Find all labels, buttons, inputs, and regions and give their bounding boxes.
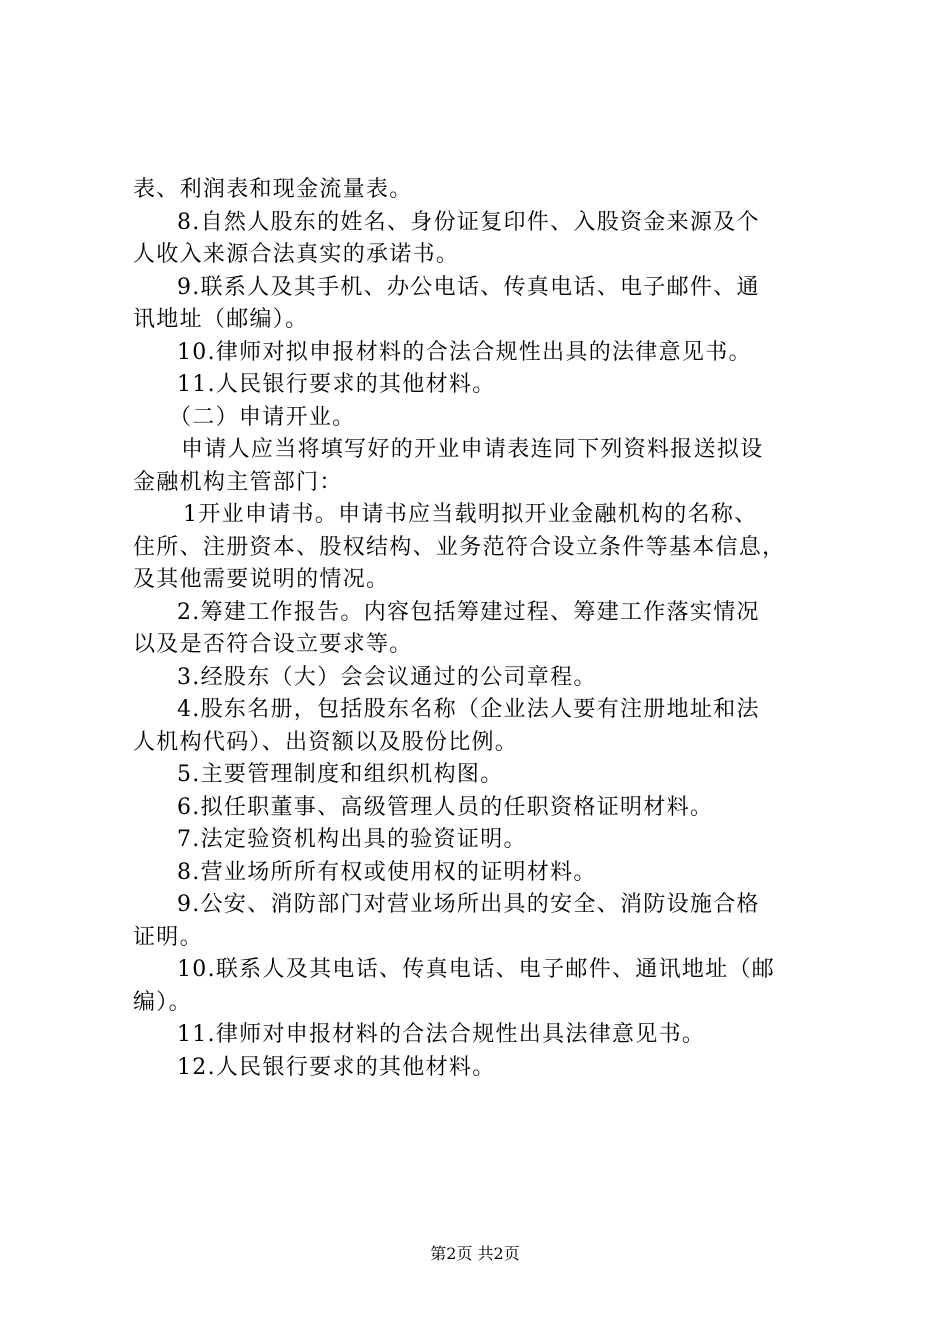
list-item: 2.筹建工作报告。内容包括筹建过程、筹建工作落实情况 — [177, 599, 760, 625]
text-line: 以及是否符合设立要求等。 — [133, 632, 413, 657]
list-item: 3.经股东（大）会会议通过的公司章程。 — [177, 664, 597, 690]
text-line: 住所、注册资本、股权结构、业务范符合设立条件等基本信息， — [133, 534, 786, 560]
text-line: 人收入来源合法真实的承诺书。 — [133, 242, 460, 267]
text-line: 表、利润表和现金流量表。 — [133, 177, 413, 202]
text-line: 编）。 — [133, 989, 192, 1015]
list-item: 12.人民银行要求的其他材料。 — [177, 1054, 496, 1080]
text-line: 讯地址（邮编）。 — [133, 307, 309, 332]
text-line: 金融机构主管部门： — [133, 469, 343, 495]
list-item: 10.联系人及其电话、传真电话、电子邮件、通讯地址（邮 — [177, 957, 776, 982]
paragraph-line: 申请人应当将填写好的开业申请表连同下列资料报送拟设 — [181, 437, 764, 462]
list-item: 1开业申请书。申请书应当载明拟开业金融机构的名称、 — [183, 502, 758, 527]
list-item: 10.律师对拟申报材料的合法合规性出具的法律意见书。 — [177, 339, 752, 365]
text-line: 人机构代码）、出资额以及股份比例。 — [133, 729, 519, 755]
list-item: 11.律师对申报材料的合法合规性出具法律意见书。 — [177, 1022, 706, 1047]
list-item: 9.联系人及其手机、办公电话、传真电话、电子邮件、通 — [177, 274, 760, 300]
list-item: 4.股东名册，包括股东名称（企业法人要有注册地址和法 — [177, 697, 760, 722]
text-line: 及其他需要说明的情况。 — [133, 567, 390, 592]
list-item: 9.公安、消防部门对营业场所出具的安全、消防设施合格 — [177, 892, 760, 917]
list-item: 6.拟任职董事、高级管理人员的任职资格证明材料。 — [177, 794, 714, 820]
document-body — [133, 174, 833, 1084]
page-number-footer: 第2页 共2页 — [430, 1244, 520, 1263]
text-line: 证明。 — [133, 924, 203, 950]
list-item: 8.营业场所所有权或使用权的证明材料。 — [177, 859, 597, 885]
list-item: 8.自然人股东的姓名、身份证复印件、入股资金来源及个 — [177, 209, 760, 235]
list-item: 11.人民银行要求的其他材料。 — [177, 372, 496, 397]
list-item: 7.法定验资机构出具的验资证明。 — [177, 827, 527, 852]
section-heading: （二）申请开业。 — [169, 404, 356, 430]
list-item: 5.主要管理制度和组织机构图。 — [177, 762, 504, 787]
